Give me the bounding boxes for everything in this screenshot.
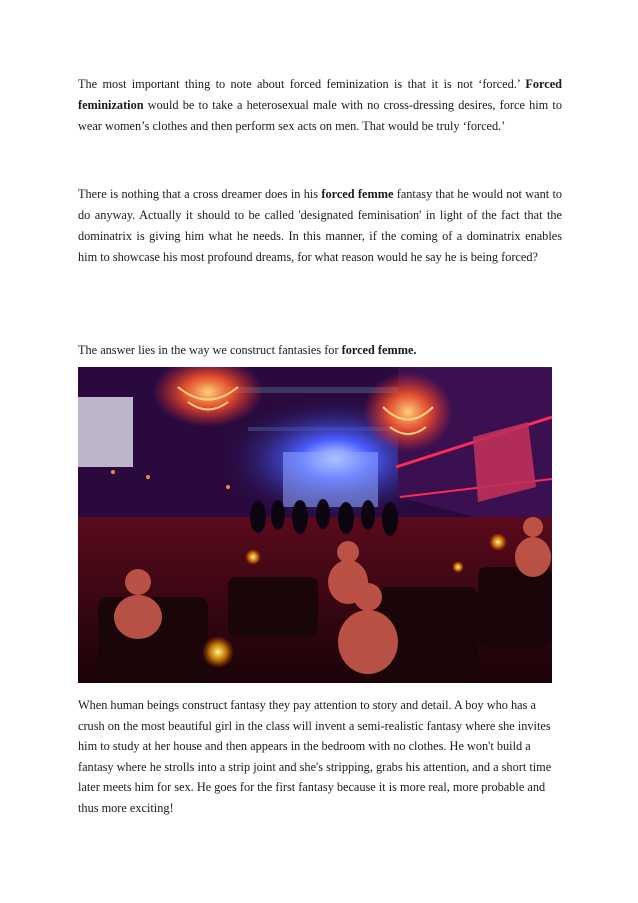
paragraph-2: [78, 184, 562, 268]
paragraph-3-text: The answer lies in the way we construct fantasies for: [78, 343, 342, 357]
paragraph-2-text-b: fantasy that he would not want to do anyway. Actually it should to be called 'designated feminisation' in light of the fact that the dominatrix is giving him what he needs. In this manner, if the coming of a dominatrix enables him to showcase his most profound dreams, for what reason would he say he is being forced?: [78, 187, 563, 264]
nightclub-photo: [78, 367, 552, 683]
paragraph-3: [78, 340, 562, 361]
paragraph-4: When human beings construct fantasy they pay attention to story and detail. A boy who has a crush on the most beautiful girl in the class will invent a semi-realistic fantasy where she invites him to study at her house and then appears in the bedroom with no clothes. He won't build a fantasy where he strolls into a strip joint and she's stripping, grabs his attention, and a short time later meets him for sex. He goes for the first fantasy because it is more real, more probable and thus more exciting!: [78, 698, 552, 815]
paragraph-2-text-a: There is nothing that a cross dreamer does in his: [78, 187, 322, 201]
paragraph-1-text-a: The most important thing to note about forced feminization is that it is not ‘forced.’: [78, 77, 526, 91]
paragraph-1: [78, 74, 562, 137]
paragraph-1-bold: Forced feminization: [78, 77, 562, 112]
paragraph-3-bold: forced femme.: [341, 343, 417, 357]
paragraph-2-bold: forced femme: [321, 187, 394, 201]
paragraph-1-text-b: would be to take a heterosexual male with no cross-dressing desires, force him to wear women’s clothes and then perform sex acts on men. That would be truly ‘forced.’: [78, 98, 562, 133]
